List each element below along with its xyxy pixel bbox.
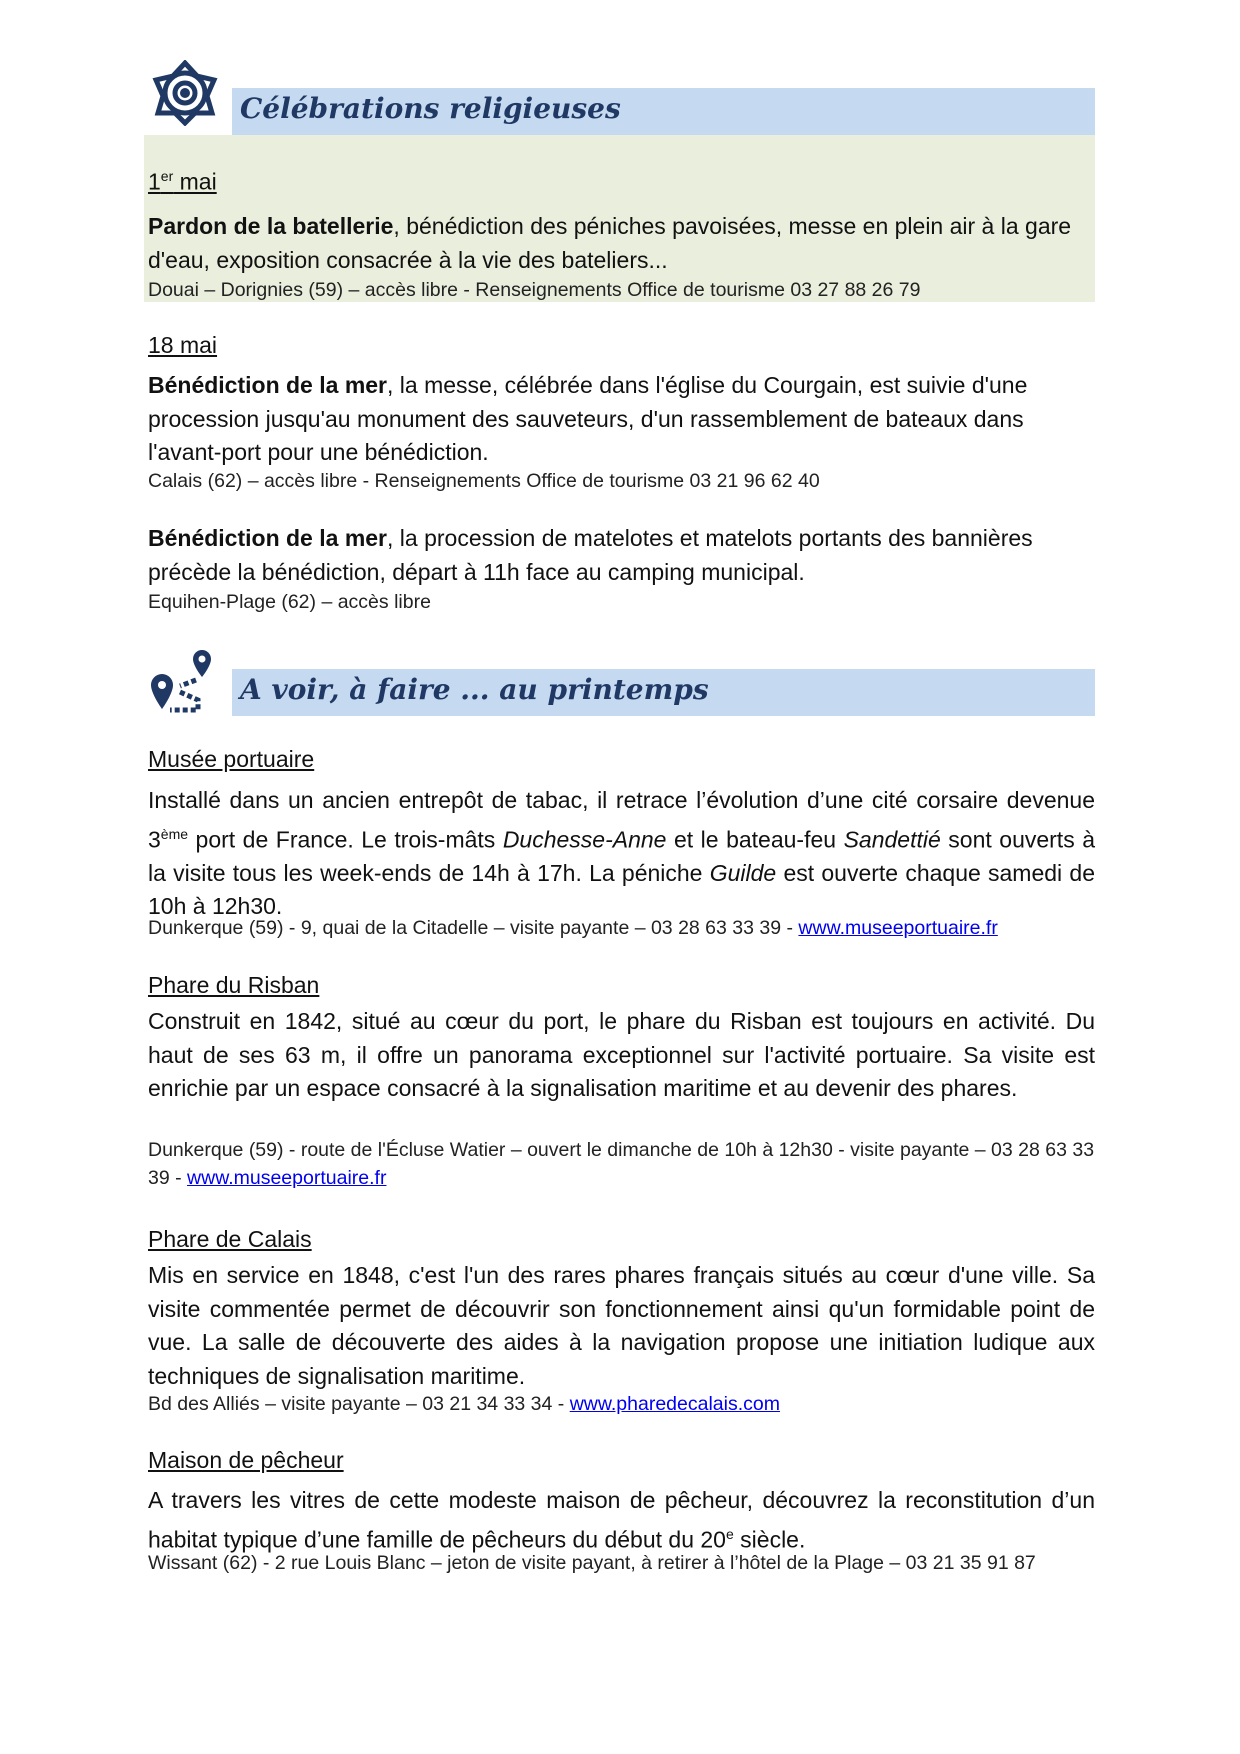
website-link[interactable]: www.museeportuaire.fr [798,917,998,939]
visit-info: Dunkerque (59) - route de l'Écluse Watier – ouvert le dimanche de 10h à 12h30 - visite payante – 03 28 63 33 39 - www.museeportuaire.fr [148,1139,1095,1189]
visit-info: Wissant (62) - 2 rue Louis Blanc – jeton de visite payant, à retirer à l’hôtel de la Plage – 03 21 35 91 87 [148,1552,1036,1574]
event-info: Douai – Dorignies (59) – accès libre - Renseignements Office de tourisme 03 27 88 26 79 [148,279,921,301]
visit-title: Maison de pêcheur [148,1447,344,1473]
event-description: Bénédiction de la mer, la procession de matelotes et matelots portants des bannières précède la bénédiction, départ à 11h face au camping municipal. [148,525,1033,585]
event-description: Bénédiction de la mer, la messe, célébrée dans l'église du Courgain, est suivie d'une procession jusqu'au monument des sauveteurs, d'un rassemblement de bateaux dans l'avant-port pour une bénédiction. [148,372,1028,465]
event-date: 18 mai [148,332,218,358]
website-link[interactable]: www.museeportuaire.fr [187,1167,387,1189]
event-description: Pardon de la batellerie, bénédiction des péniches pavoisées, messe en plein air à la gare d'eau, exposition consacrée à la vie des bateliers... [148,213,1072,273]
visit-title: Phare de Calais [148,1226,312,1252]
section-header-spring [232,669,1095,716]
visit-description: Mis en service en 1848, c'est l'un des rares phares français situés au cœur d'une ville. Sa visite commentée permet de découvrir son fonctionnement ainsi qu'un formidable point de vue. La salle de découverte des aides à la navigation propose une initiation ludique aux techniques de signalisation maritime. [148,1262,1095,1389]
section-title: Célébrations religieuses [240,92,621,125]
visit-description: Installé dans un ancien entrepôt de tabac, il retrace l’évolution d’une cité corsaire devenue 3ème port de France. Le trois-mâts Duchesse-Anne et le bateau-feu Sandettié sont ouverts à la visite tous les week-ends de 14h à 17h. La péniche Guilde est ouverte chaque samedi de 10h à 12h30. [148,787,1095,920]
mandala-icon [152,60,218,126]
map-route-icon [150,648,212,714]
visit-title: Phare du Risban [148,972,320,998]
event-info: Equihen-Plage (62) – accès libre [148,591,431,613]
visit-title: Musée portuaire [148,746,315,772]
visit-info: Dunkerque (59) - 9, quai de la Citadelle – visite payante – 03 28 63 33 39 - www.museeportuaire.fr [148,917,998,939]
visit-description: A travers les vitres de cette modeste maison de pêcheur, découvrez la reconstitution d’un habitat typique d’une famille de pêcheurs du début du 20e siècle. [148,1487,1095,1553]
website-link[interactable]: www.pharedecalais.com [569,1393,780,1415]
section-header-celebrations [232,88,1095,135]
visit-description: Construit en 1842, situé au cœur du port, le phare du Risban est toujours en activité. Du haut de ses 63 m, il offre un panorama exceptionnel sur l'activité portuaire. Sa visite est enrichie par un espace consacré à la signalisation maritime et au devenir des phares. [148,1008,1095,1101]
event-date: 1er mai [148,168,217,195]
event-info: Calais (62) – accès libre - Renseignements Office de tourisme 03 21 96 62 40 [148,470,820,492]
section-title: A voir, à faire ... au printemps [240,673,709,706]
visit-info: Bd des Alliés – visite payante – 03 21 34 33 34 - www.pharedecalais.com [148,1393,780,1415]
